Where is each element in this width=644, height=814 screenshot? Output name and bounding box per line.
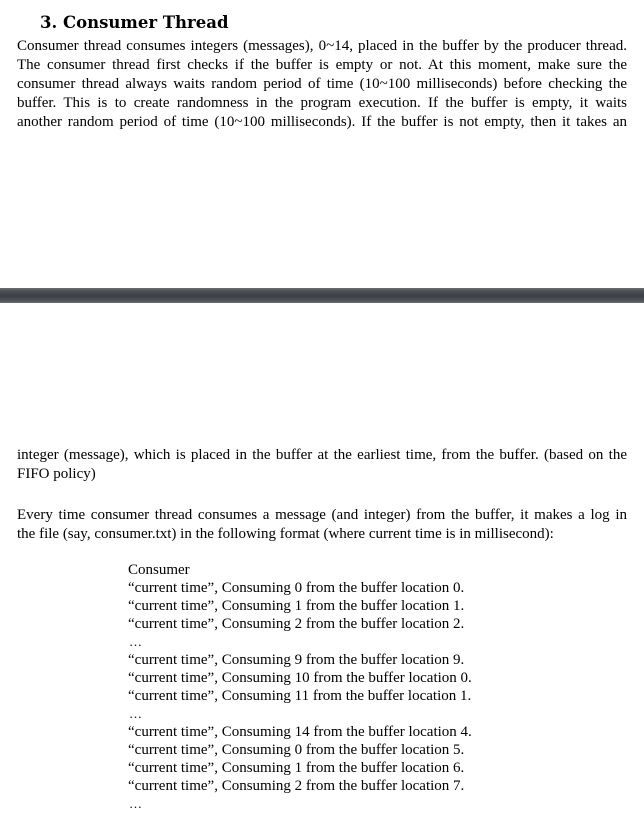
log-line: “current time”, Consuming 2 from the buffer location 7.: [128, 778, 465, 794]
paragraph-1-line: another random period of time (10~100 milliseconds). If the buffer is not empty, then it takes an: [17, 114, 627, 130]
section-heading: 3. Consumer Thread: [40, 13, 229, 32]
log-line: “current time”, Consuming 0 from the buffer location 0.: [128, 580, 465, 596]
log-line: “current time”, Consuming 0 from the buffer location 5.: [128, 742, 465, 758]
log-format-example: [128, 561, 472, 813]
paragraph-1-line: Consumer thread consumes integers (messages), 0~14, placed in the buffer by the producer thread.: [17, 38, 627, 54]
paragraph-2: [17, 446, 627, 484]
log-line: “current time”, Consuming 14 from the buffer location 4.: [128, 724, 472, 740]
log-line: “current time”, Consuming 1 from the buffer location 1.: [128, 598, 465, 614]
paragraph-1-line: The consumer thread first checks if the buffer is empty or not. At this moment, make sure the: [17, 57, 627, 73]
paragraph-1: [17, 37, 627, 132]
paragraph-1-line: consumer thread always waits random period of time (10~100 milliseconds) before checking the: [17, 76, 627, 92]
paragraph-2-line: integer (message), which is placed in the buffer at the earliest time, from the buffer. (based on the: [17, 447, 627, 463]
log-line: “current time”, Consuming 10 from the buffer location 0.: [128, 670, 472, 686]
log-line: “current time”, Consuming 9 from the buffer location 9.: [128, 652, 465, 668]
log-ellipsis: …: [129, 634, 142, 649]
page-break-bar: [0, 288, 644, 303]
log-title: Consumer: [128, 562, 190, 578]
log-line: “current time”, Consuming 1 from the buffer location 6.: [128, 760, 465, 776]
paragraph-3-line: the file (say, consumer.txt) in the following format (where current time is in millisecond):: [17, 526, 554, 542]
log-ellipsis: …: [129, 796, 142, 811]
paragraph-3-line: Every time consumer thread consumes a message (and integer) from the buffer, it makes a log in: [17, 507, 627, 523]
paragraph-2-line: FIFO policy): [17, 466, 96, 482]
log-line: “current time”, Consuming 11 from the buffer location 1.: [128, 688, 472, 704]
log-ellipsis: …: [129, 706, 142, 721]
paragraph-1-line: buffer. This is to create randomness in the program execution. If the buffer is empty, it waits: [17, 95, 627, 111]
log-line: “current time”, Consuming 2 from the buffer location 2.: [128, 616, 465, 632]
paragraph-3: [17, 506, 627, 544]
